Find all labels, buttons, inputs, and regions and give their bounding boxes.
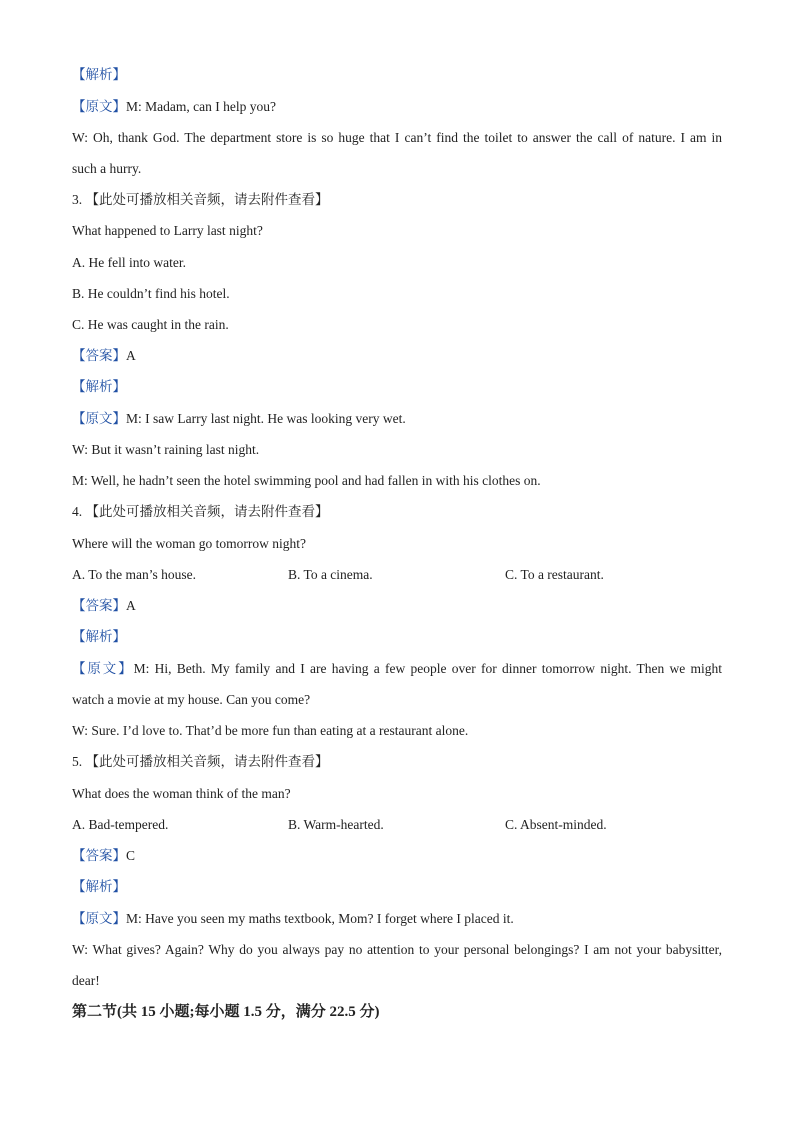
answer-label: 【答案】 (72, 348, 126, 363)
option-a: A. Bad-tempered. (72, 817, 169, 832)
transcript-text: M: I saw Larry last night. He was looking very wet. (126, 411, 406, 426)
question-header-4: 4. 【此处可播放相关音频，请去附件查看】 (72, 504, 329, 519)
answer-line (72, 597, 136, 615)
question-text-5: What does the woman think of the man? (72, 786, 291, 801)
answer-line (72, 347, 136, 365)
question-header-3: 3. 【此处可播放相关音频，请去附件查看】 (72, 192, 329, 207)
transcript-line: M: Well, he hadn’t seen the hotel swimming pool and had fallen in with his clothes on. (72, 473, 541, 488)
analysis-label: 【解析】 (72, 879, 126, 894)
transcript-text: M: Hi, Beth. My family and I are having a few people over for dinner tomorrow night. Then we might (133, 661, 722, 676)
section-title: 第二节(共 15 小题;每小题 1.5 分，满分 22.5 分) (72, 1004, 380, 1020)
option-b: B. He couldn’t find his hotel. (72, 286, 230, 301)
option-a: A. He fell into water. (72, 255, 186, 270)
option-c: C. Absent-minded. (505, 817, 607, 832)
option-b: B. To a cinema. (288, 567, 373, 582)
transcript-line (72, 660, 722, 678)
question-text-3: What happened to Larry last night? (72, 223, 263, 238)
option-b: B. Warm-hearted. (288, 817, 384, 832)
question-text-4: Where will the woman go tomorrow night? (72, 536, 306, 551)
transcript-line (72, 910, 514, 928)
transcript-text: M: Have you seen my maths textbook, Mom? I forget where I placed it. (126, 911, 514, 926)
answer-line (72, 847, 135, 865)
transcript-label: 【原文】 (72, 99, 126, 114)
transcript-line: W: But it wasn’t raining last night. (72, 442, 260, 457)
analysis-label: 【解析】 (72, 629, 126, 644)
transcript-line: W: What gives? Again? Why do you always pay no attention to your personal belongings? I am not your babysitter, (72, 942, 722, 957)
question-header-5: 5. 【此处可播放相关音频，请去附件查看】 (72, 754, 329, 769)
answer-value: C (126, 848, 136, 863)
answer-label: 【答案】 (72, 848, 126, 863)
transcript-line (72, 410, 406, 428)
transcript-text: M: Madam, can I help you? (126, 99, 276, 114)
transcript-line: watch a movie at my house. Can you come? (72, 692, 311, 707)
transcript-line: such a hurry. (72, 161, 142, 176)
transcript-line: W: Oh, thank God. The department store is so huge that I can’t find the toilet to answer the call of nature. I am in (72, 130, 722, 145)
transcript-line: W: Sure. I’d love to. That’d be more fun than eating at a restaurant alone. (72, 723, 469, 738)
transcript-label: 【原文】 (72, 911, 126, 926)
analysis-label: 【解析】 (72, 67, 126, 82)
transcript-label: 【原文】 (72, 411, 126, 426)
analysis-label: 【解析】 (72, 379, 126, 394)
transcript-label: 【原文】 (72, 661, 134, 676)
transcript-line (72, 98, 276, 116)
answer-value: A (126, 598, 136, 613)
option-c: C. To a restaurant. (505, 567, 604, 582)
option-a: A. To the man’s house. (72, 567, 197, 582)
answer-label: 【答案】 (72, 598, 126, 613)
answer-value: A (126, 348, 136, 363)
transcript-line: dear! (72, 973, 100, 988)
option-c: C. He was caught in the rain. (72, 317, 229, 332)
